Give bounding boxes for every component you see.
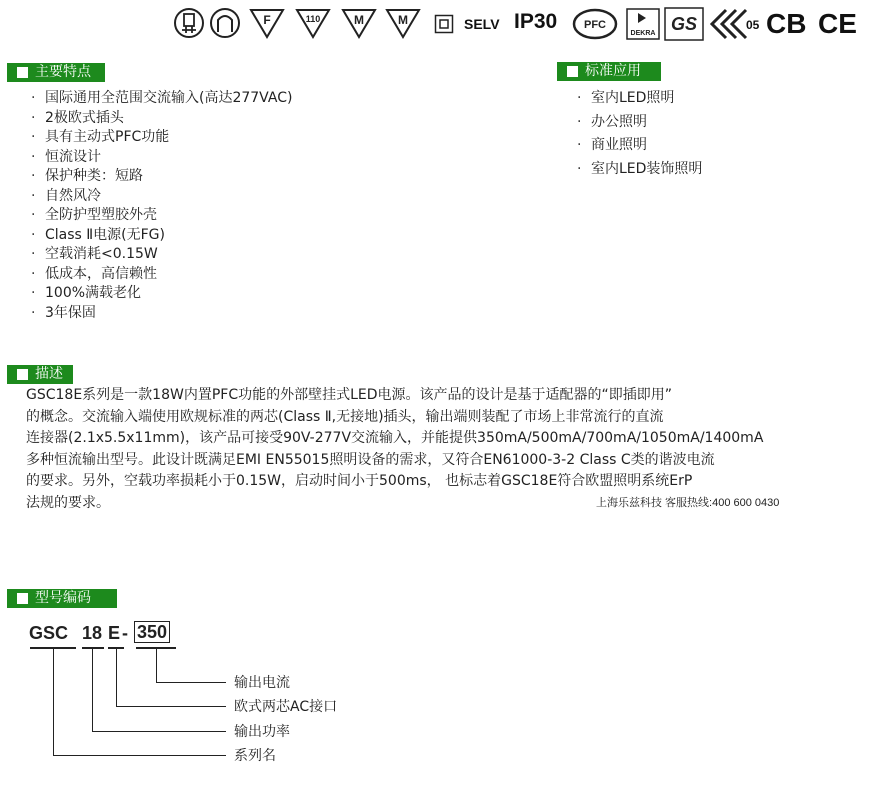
double-insulation-icon [434, 14, 454, 34]
gs-label: GS [670, 14, 698, 34]
gs-icon [664, 7, 704, 41]
list-item: · 室内LED照明 [574, 87, 702, 111]
dekra-label: DEKRA [630, 30, 656, 37]
code-series: GSC [29, 623, 69, 643]
ip-rating-mark: IP30 [514, 10, 558, 33]
current-connector [156, 649, 157, 682]
list-item: · 恒流设计 [28, 148, 292, 168]
cb-mark: CB [766, 8, 807, 39]
dekra-icon [626, 8, 660, 40]
110-mark-icon [294, 6, 332, 40]
list-item: · 3年保固 [28, 304, 292, 324]
plug-connector [116, 649, 117, 706]
m-mark-label: M [354, 13, 364, 27]
pfc-icon [572, 8, 618, 40]
applications-title: 标准应用 [585, 63, 641, 79]
code-current: 350 [134, 621, 170, 643]
m-mark-label: M [398, 13, 408, 27]
list-item: · 全防护型塑胶外壳 [28, 206, 292, 226]
list-item: · Class Ⅱ电源(无FG) [28, 226, 292, 246]
series-connector [53, 649, 54, 755]
list-item: · 国际通用全范围交流输入(高达277VAC) [28, 89, 292, 109]
square-icon [17, 369, 28, 380]
ce-mark: CE [818, 8, 857, 39]
applications-header [557, 62, 661, 81]
selv-mark: SELV [464, 16, 500, 32]
code-dash: - [122, 623, 128, 643]
list-item: · 保护种类：短路 [28, 167, 292, 187]
list-item: · 室内LED装饰照明 [574, 158, 702, 182]
square-icon [567, 66, 578, 77]
f-mark-icon [248, 6, 286, 40]
list-item: · 商业照明 [574, 134, 702, 158]
features-list [28, 89, 292, 323]
label-ac-interface: 欧式两芯AC接口 [234, 699, 338, 715]
contact-line: 上海乐兹科技 客服热线:400 600 0430 [596, 497, 780, 509]
code-plug: E [108, 623, 121, 643]
features-title: 主要特点 [35, 64, 91, 80]
pfc-label: PFC [584, 19, 606, 31]
label-output-power: 输出功率 [234, 724, 290, 740]
certification-row [168, 6, 868, 42]
plug-connector-h [116, 706, 226, 707]
series-connector-h [53, 755, 226, 756]
list-item: · 自然风冷 [28, 187, 292, 207]
temperature-certification-icon [172, 6, 206, 40]
model-code-title: 型号编码 [35, 590, 91, 606]
code-power: 18 [82, 623, 103, 643]
label-series-name: 系列名 [234, 748, 276, 764]
list-item: · 空载消耗<0.15W [28, 245, 292, 265]
applications-list [574, 87, 702, 181]
current-connector-h [156, 682, 226, 683]
description-text: GSC18E系列是一款18W内置PFC功能的外部壁挂式LED电源。该产品的设计是基于适配器的“即插即用” 的概念。交流输入端使用欧规标准的两芯(Class Ⅱ,无接地)插头，输出端则装配了市场上非常流行的直流 连接器(2.1x5.5x11mm)，该产品可接受90V-277V交流输入，并能提供350mA/500mA/700mA/1050mA/1400mA 多种恒流输出型号。此设计既满足EMI EN55015照明设备的需求，又符合EN61000-3-2 Class C类的谐波电流 的要求。另外，空载功率损耗小于0.15W，启动时间小于500ms， 也标志着GSC18E符合欧盟照明系统ErP 法规的要求。 [26, 387, 764, 511]
list-item: · 办公照明 [574, 111, 702, 135]
model-code-header [7, 589, 117, 608]
m-mark-icon [384, 6, 422, 40]
features-header [7, 63, 105, 82]
power-connector [92, 649, 93, 731]
list-item: · 低成本，高信赖性 [28, 265, 292, 285]
power-underline [82, 647, 104, 649]
emc-code: 05 [746, 18, 760, 32]
m-mark-icon [340, 6, 378, 40]
description-header [7, 365, 73, 384]
f-mark-label: F [263, 13, 271, 27]
square-icon [17, 593, 28, 604]
110-mark-label: 110 [305, 14, 321, 24]
power-connector-h [92, 731, 226, 732]
list-item: · 具有主动式PFC功能 [28, 128, 292, 148]
list-item: · 100%满载老化 [28, 284, 292, 304]
description-title: 描述 [35, 366, 63, 382]
list-item: · 2极欧式插头 [28, 109, 292, 129]
label-output-current: 输出电流 [234, 675, 290, 691]
code-current-box [134, 622, 170, 643]
square-icon [17, 67, 28, 78]
ul-mark-icon [208, 6, 242, 40]
